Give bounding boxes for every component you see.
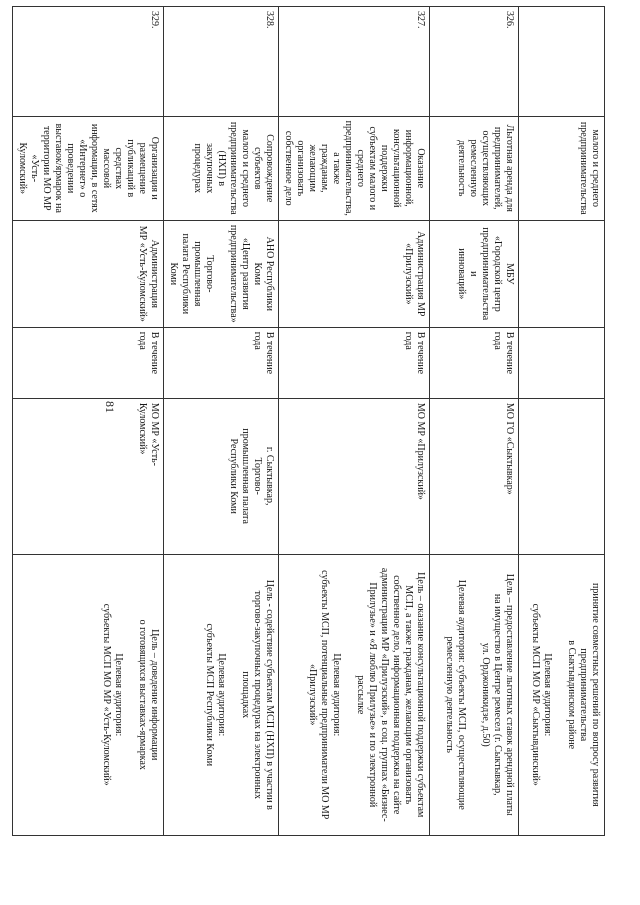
row-number-cell: 327.	[279, 7, 430, 117]
table-row	[519, 7, 605, 836]
result-cell: Цель – предоставление льготных ставок арендной платы на имущество в Центре ремесел (г. Сыктывкар, ул. Орджоникидзе, д.50) Целевая аудитория: субъекты МСП, осуществляющие ремесленную деятельность	[430, 554, 519, 835]
territory-cell: г. Сыктывкар, Торгово- промышленная палата Республики Коми	[164, 398, 279, 554]
row-number-cell: 329.	[13, 7, 164, 117]
result-cell: Цель – оказание консультационной поддержки субъектам МСП, а также гражданам, желающим организовать собственное дело, информационная поддержка на сайте администрации МР «Прилузский», в соц. группах «Бизнес- Прилузье» и «Я люблю Прилузье» и по электронной рассылке Целевая аудитория: субъекты МСП, потенциальные предприниматели МО МР «Прилузский»	[279, 554, 430, 835]
rotated-page-content	[17, 6, 605, 836]
measure-cell: Организация и размещение публикаций в средствах массовой информации, в сетях «Интернет» о проведении выставок/ярмарок на территории МО МР «Усть- Куломский»	[13, 116, 164, 220]
table-row	[279, 7, 430, 836]
measure-cell: Льготная аренда для предпринимателей, осуществляющих ремесленную деятельность	[430, 116, 519, 220]
territory-cell: МО ГО «Сыктывкар»	[430, 398, 519, 554]
territory-cell	[519, 398, 605, 554]
result-cell: Цель – доведение информации о готовящихся выставках-ярмарках Целевая аудитория: субъекты МСП МО МР «Усть-Куломский»	[13, 554, 164, 835]
result-cell: принятие совместных решений по вопросу развития предпринимательства в Сыктывдинском районе Целевая аудитория: субъекты МСП МО МР «Сыктывдинский»	[519, 554, 605, 835]
deadline-cell	[519, 327, 605, 398]
measure-cell: Оказание информационной, консультационной поддержки субъектам малого и среднего предпринимательства, а также гражданам, желающим организовать собственное дело	[279, 116, 430, 220]
measure-cell: Сопровождение субъектов малого и среднего предпринимательства (НХП) в закупочных процедурах	[164, 116, 279, 220]
result-cell: Цель - содействие субъектам МСП (НХП) в участии в торгово-закупочных процедурах на электронных площадках Целевая аудитория: субъекты МСП Республики Коми	[164, 554, 279, 835]
table-row	[13, 7, 164, 836]
table-row	[430, 7, 519, 836]
row-number-cell: 328.	[164, 7, 279, 117]
territory-cell: МО МР «Усть- Куломский»	[13, 398, 164, 554]
row-number-cell	[519, 7, 605, 117]
page-number: 81	[103, 401, 117, 413]
measures-table	[12, 6, 605, 836]
executor-cell	[519, 220, 605, 327]
row-number-cell: 326.	[430, 7, 519, 117]
territory-cell: МО МР «Прилузский»	[279, 398, 430, 554]
table-row	[164, 7, 279, 836]
executor-cell: Администрация МР «Прилузский»	[279, 220, 430, 327]
executor-cell: Администрация МР «Усть-Куломский»	[13, 220, 164, 327]
deadline-cell: В течение года	[279, 327, 430, 398]
deadline-cell: В течение года	[13, 327, 164, 398]
deadline-cell: В течение года	[430, 327, 519, 398]
executor-cell: АНО Республики Коми «Центр развития предпринимательства» Торгово-промышленная палата Республики Коми	[164, 220, 279, 327]
measure-cell: малого и среднего предпринимательства	[519, 116, 605, 220]
executor-cell: МБУ «Городской центр предпринимательства и инноваций»	[430, 220, 519, 327]
deadline-cell: В течение года	[164, 327, 279, 398]
